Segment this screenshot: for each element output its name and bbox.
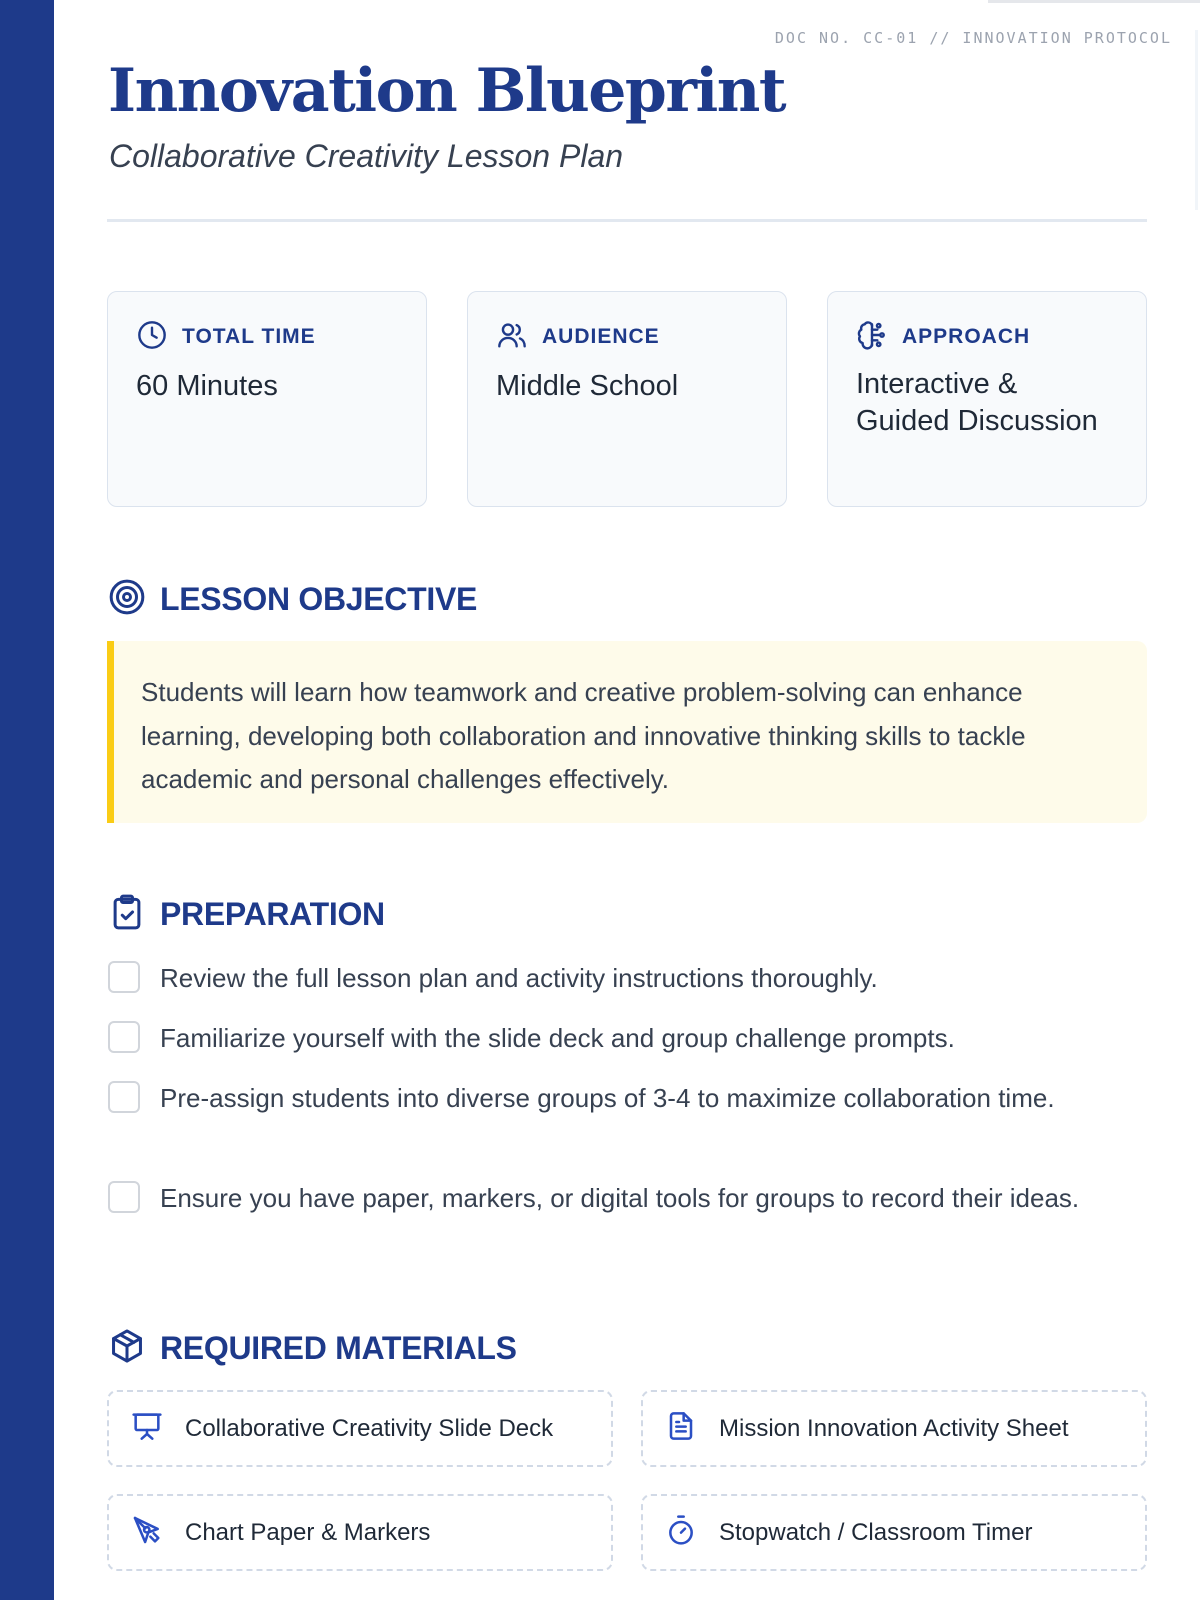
brain-icon: [856, 319, 888, 356]
target-icon: [108, 578, 146, 621]
stat-label: AUDIENCE: [542, 325, 660, 348]
users-icon: [496, 319, 528, 356]
presentation-icon: [131, 1410, 163, 1447]
material-label: Stopwatch / Classroom Timer: [719, 1518, 1033, 1546]
checkbox[interactable]: [108, 1021, 140, 1053]
material-label: Chart Paper & Markers: [185, 1518, 431, 1546]
material-card: [107, 1390, 613, 1467]
stat-value: Interactive & Guided Discussion: [856, 368, 1098, 437]
pen-tool-icon: [131, 1514, 163, 1551]
checklist-item: [108, 1078, 1148, 1118]
side-accent-bar: [0, 0, 54, 1600]
checkbox[interactable]: [108, 1081, 140, 1113]
stat-value: 60 Minutes: [136, 370, 278, 402]
checklist-item-text: Ensure you have paper, markers, or digital tools for groups to record their ideas.: [160, 1183, 1080, 1213]
material-label: Collaborative Creativity Slide Deck: [185, 1414, 554, 1442]
stat-label: TOTAL TIME: [182, 325, 316, 348]
checklist-item-text: Familiarize yourself with the slide deck and group challenge prompts.: [160, 1023, 955, 1053]
clock-icon: [136, 319, 168, 356]
checkbox[interactable]: [108, 1181, 140, 1213]
checklist-item-text: Pre-assign students into diverse groups of 3-4 to maximize collaboration time.: [160, 1083, 1055, 1113]
document-number: DOC NO. CC-01 // INNOVATION PROTOCOL: [774, 29, 1172, 47]
material-card: [641, 1390, 1147, 1467]
checklist-item: [108, 958, 1148, 998]
section-header-objective: [108, 578, 477, 621]
section-title: REQUIRED MATERIALS: [160, 1330, 517, 1366]
section-header-preparation: [108, 893, 385, 936]
checklist-item: [108, 1178, 1148, 1218]
material-card: [641, 1494, 1147, 1571]
section-title: LESSON OBJECTIVE: [160, 581, 478, 617]
package-icon: [108, 1327, 146, 1370]
objective-callout: Students will learn how teamwork and creative problem-solving can enhance learning, developing both collaboration and innovative thinking skills to tackle academic and personal challenges effectively.: [107, 641, 1147, 823]
stat-card-approach: [827, 291, 1147, 507]
header-divider: [107, 219, 1147, 222]
stat-value: Middle School: [496, 370, 679, 402]
timer-icon: [665, 1514, 697, 1551]
material-card: [107, 1494, 613, 1571]
top-edge-tab: [988, 0, 1200, 3]
stat-label: APPROACH: [902, 325, 1031, 348]
checklist-item: [108, 1018, 1148, 1058]
checklist-item-text: Review the full lesson plan and activity instructions thoroughly.: [160, 963, 878, 993]
clipboard-check-icon: [108, 893, 146, 936]
stat-card-audience: [467, 291, 787, 507]
checkbox[interactable]: [108, 961, 140, 993]
stat-card-total-time: [107, 291, 427, 507]
document-icon: [665, 1410, 697, 1447]
page-title: Innovation Blueprint: [108, 56, 786, 126]
page-subtitle: Collaborative Creativity Lesson Plan: [109, 138, 624, 174]
section-header-materials: [108, 1327, 517, 1370]
section-title: PREPARATION: [160, 896, 385, 932]
material-label: Mission Innovation Activity Sheet: [719, 1414, 1069, 1442]
scroll-edge: [1195, 30, 1198, 210]
